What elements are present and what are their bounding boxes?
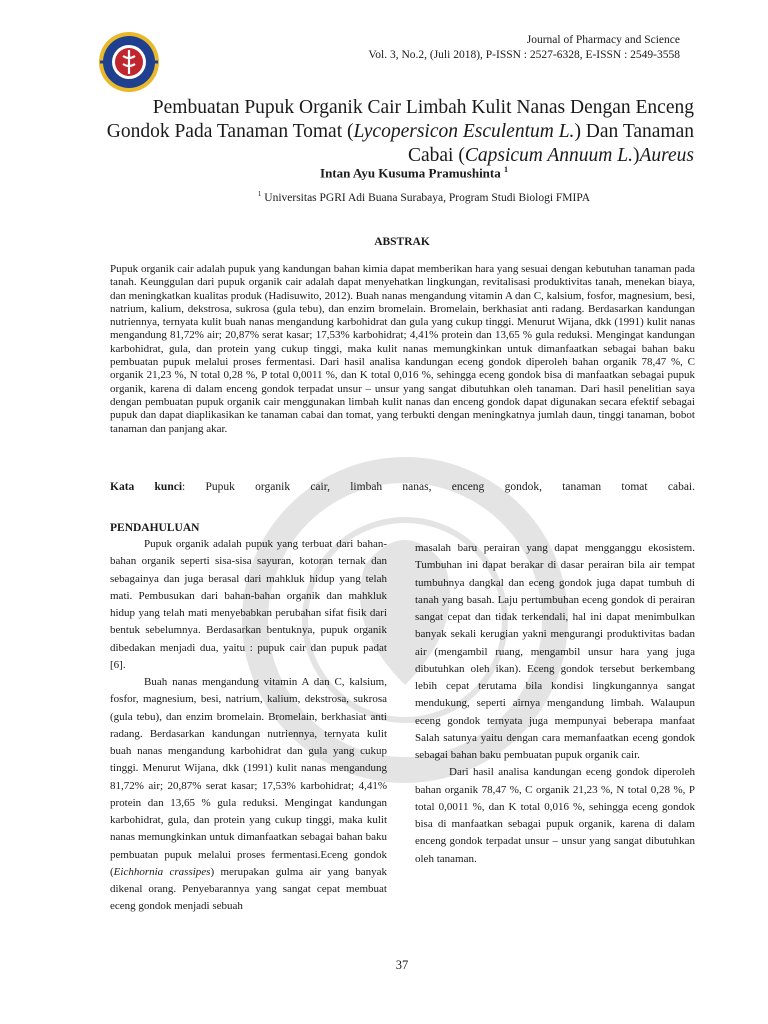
title-part-2: ) Dan Tanaman Cabai ( bbox=[407, 121, 694, 166]
author-affiliation-marker: 1 bbox=[504, 165, 508, 174]
intro-paragraph-1: Pupuk organik adalah pupuk yang terbuat dari bahan-bahan organik seperti sisa-sisa sayuran, kotoran ternak dan sebagainya dan juga berasal dari mahkluk hidup yang telah mati. Pembusukan dari bahan-bahan organik dan mahkluk hidup yang telah mati menyebabkan perubahan sifat fisik dari bentuk sebelumnya. Berdasarkan bentuknya, pupuk organik dibedakan menjadi dua, yaitu : pupuk cair dan pupuk padat [6]. bbox=[110, 538, 387, 671]
intro-left-column bbox=[110, 536, 387, 916]
journal-header bbox=[368, 33, 680, 63]
title-species-variety: Aureus bbox=[639, 145, 694, 166]
author-name: Intan Ayu Kusuma Pramushinta bbox=[320, 165, 501, 181]
intro-heading: PENDAHULUAN bbox=[110, 522, 200, 534]
title-species-tomato: Lycopersicon Esculentum L. bbox=[353, 121, 575, 142]
intro-paragraph-2 bbox=[110, 674, 387, 916]
abstract-body: Pupuk organik cair adalah pupuk yang kandungan bahan kimia dapat memberikan hara yang sesuai dengan kebutuhan tanaman pada tanah. Keunggulan dari pupuk organik cair adalah dapat menyehatkan lingkungan, revitalisasi produktivitas tanah, menekan biaya, dan meningkatkan kualitas produk (Hadisuwito, 2012). Buah nanas mengandung vitamin A dan C, kalsium, fosfor, magnesium, besi, natrium, kalium, dekstrosa, sukrosa (gula tebu), dan enzim bromelain. Bromelain, berkhasiat anti radang. Berdasarkan kandungan nutriennya, ternyata kulit buah nanas mengandung karbohidrat dan gula yang cukup tinggi. Menurut Wijana, dkk (1991) kulit nanas mengandung 81,72% air; 20,87% serat kasar; 17,53% karbohidrat; 4,41% protein dan 13,65 % gula reduksi. Mengingat kandungan karbohidrat, gula, dan protein yang cukup tinggi, maka kulit nanas memungkinkan untuk dimanfaatkan sebagai bahan baku pembuatan pupuk melalui proses fermentasi. Dari hasil analisa kandungan eceng gondok diperoleh bahan organik 78,47 %, C organik 21,23 %, N total 0,28 %, P total 0,0011 %, dan K total 0,016 %, sehingga eceng gondok bisa di manfaatkan sebagai pupuk organik, karena di dalam enceng gondok terpadat unsur – unsur yang sangat dibutuhkan oleh tanaman. Dari hasil penelitian saya dengan pembuatan pupuk organik cair menggunakan limbah kulit nanas dan enceng gondok dapat digunakan secara efektif sebagai pupuk dan dapat diaplikasikan ke tanaman cabai dan tomat, yang terbukti dengan meningkatnya jumlah daun, tinggi tanaman, bobot tanaman dan panjang akar. bbox=[110, 263, 695, 435]
journal-name: Journal of Pharmacy and Science bbox=[526, 34, 680, 46]
affiliation-marker: 1 bbox=[257, 190, 262, 198]
intro-right-column bbox=[415, 540, 695, 868]
intro-paragraph-2-b: ) merupakan gulma air yang banyak dikenal orang. Penyebarannya yang sangat cepat membuat eceng gondok menjadi sebuah bbox=[110, 865, 387, 913]
title-species-chili: Capsicum Annuum L. bbox=[464, 145, 633, 166]
abstract-heading: ABSTRAK bbox=[374, 236, 430, 248]
akademi-farmasi-logo-icon bbox=[97, 30, 161, 94]
title-part-1: Pembuatan Pupuk Organik Cair Limbah Kulit Nanas Dengan Enceng Gondok Pada Tanaman Tomat ( bbox=[106, 97, 694, 142]
intro-paragraph-2-a: Buah nanas mengandung vitamin A dan C, kalsium, fosfor, magnesium, besi, natrium, kalium, dekstrosa, sukrosa (gula tebu), dan enzim bromelain. Bromelain, berkhasiat anti radang. Berdasarkan kandungan nutriennya, ternyata kulit buah nanas mengandung karbohidrat dan gula yang cukup tinggi. Menurut Wijana, dkk (1991) kulit nanas mengandung 81,72% air; 20,87% serat kasar; 17,53% karbohidrat; 4,41% protein dan 13,65 % gula reduksi. Mengingat kandungan karbohidrat, gula, dan protein yang cukup tinggi, maka kulit nanas memungkinkan untuk dimanfaatkan sebagai bahan baku pembuatan pupuk melalui proses fermentasi.Eceng gondok ( bbox=[110, 676, 387, 878]
keywords-label: Kata kunci bbox=[110, 481, 183, 493]
author bbox=[100, 165, 508, 181]
journal-issue-line: Vol. 3, No.2, (Juli 2018), P-ISSN : 2527-6328, E-ISSN : 2549-3558 bbox=[368, 49, 680, 61]
intro-paragraph-3: masalah baru perairan yang dapat mengganggu ekosistem. Tumbuhan ini dapat berakar di dasar perairan bila air tempat tumbuhnya dangkal dan eceng gondok juga dapat tumbuh di tanah yang basah. Laju pertumbuhan eceng gondok di perairan sangat cepat dan tidak terkendali, hal ini dapat menimbulkan banyak sekali kerugian yakni mengurangi produktivitas badan air (mengambil ruang, mengambil unsur hara yang juga dibutuhkan oleh ikan). Eceng gondok tersebut berkembang lebih cepat terutama bila kondisi lingkungannya sangat mendukung, seperti airnya mengandung limbah. Walaupun eceng gondok ternyata juga mempunyai beberapa manfaat Salah satunya yaitu dengan cara memanfaatkan eceng gondok sebagai bahan baku pembuatan pupuk organik cair. bbox=[415, 542, 695, 761]
paper-title bbox=[100, 96, 694, 168]
affiliation-text: Universitas PGRI Adi Buana Surabaya, Program Studi Biologi FMIPA bbox=[261, 191, 590, 204]
affiliation bbox=[100, 190, 590, 204]
intro-species-hyacinth: Eichhornia crassipes bbox=[113, 865, 211, 878]
page-number: 37 bbox=[395, 958, 409, 972]
keywords bbox=[110, 481, 695, 493]
intro-paragraph-4: Dari hasil analisa kandungan eceng gondok diperoleh bahan organik 78,47 %, C organik 21,23 %, N total 0,28 %, P total 0,0011 %, dan K total 0,016 %, sehingga eceng gondok bisa di manfaatkan sebagai pupuk organik, karena di dalam enceng gondok terpadat unsur – unsur yang sangat dibutuhkan oleh tanaman. bbox=[415, 766, 695, 865]
keywords-text: : Pupuk organik cair, limbah nanas, enceng gondok, tanaman tomat cabai. bbox=[182, 481, 696, 493]
title-part-3: ) bbox=[632, 145, 640, 166]
